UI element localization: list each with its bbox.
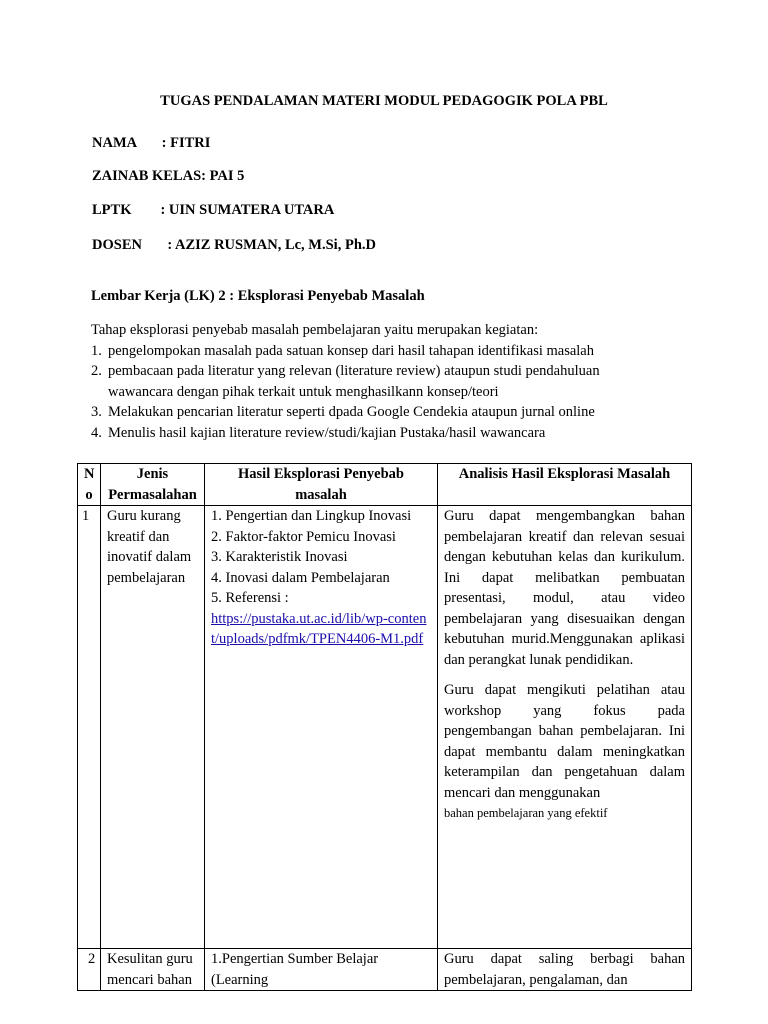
- student-lptk: LPTK : UIN SUMATERA UTARA: [92, 202, 335, 218]
- row-number: 2: [78, 949, 101, 991]
- row-number: 1: [78, 506, 101, 949]
- exploration-table: [77, 463, 692, 991]
- document-title: TUGAS PENDALAMAN MATERI MODUL PEDAGOGIK POLA PBL: [160, 93, 608, 109]
- exploration-item: 1. Pengertian dan Lingkup Inovasi: [211, 508, 412, 524]
- exploration-cell: 1.Pengertian Sumber Belajar (Learning: [205, 949, 438, 991]
- problem-cell: Kesulitan guru mencari bahan: [101, 949, 205, 991]
- exploration-item: 3. Karakteristik Inovasi: [211, 549, 348, 565]
- header-hasil: Hasil Eksplorasi Penyebab masalah: [205, 464, 438, 506]
- intro-text: Tahap eksplorasi penyebab masalah pembelajaran yaitu merupakan kegiatan:: [91, 322, 539, 338]
- analysis-paragraph-tail: bahan pembelajaran yang efektif: [444, 806, 608, 820]
- header-analisis: Analisis Hasil Eksplorasi Masalah: [438, 464, 692, 506]
- step-item: 4. Menulis hasil kajian literature review/studi/kajian Pustaka/hasil wawancara: [91, 424, 546, 441]
- lecturer-name: DOSEN : AZIZ RUSMAN, Lc, M.Si, Ph.D: [92, 237, 376, 253]
- header-jenis: Jenis Permasalahan: [101, 464, 205, 506]
- step-item: 1. pengelompokan masalah pada satuan konsep dari hasil tahapan identifikasi masalah: [91, 342, 594, 359]
- step-item: 3. Melakukan pencarian literatur seperti dpada Google Cendekia ataupun jurnal online: [91, 404, 595, 420]
- table-row: [78, 506, 692, 949]
- worksheet-heading: Lembar Kerja (LK) 2 : Eksplorasi Penyebab Masalah: [91, 288, 425, 304]
- analysis-cell: Guru dapat saling berbagi bahan pembelajaran, pengalaman, dan: [438, 949, 692, 991]
- intro-section: [91, 320, 731, 443]
- student-class: ZAINAB KELAS: PAI 5: [92, 168, 245, 184]
- problem-cell: Guru kurang kreatif dan inovatif dalam pembelajaran: [101, 506, 205, 949]
- exploration-cell: [205, 506, 438, 949]
- exploration-item: 4. Inovasi dalam Pembelajaran: [211, 569, 390, 586]
- step-item: 2. pembacaan pada literatur yang relevan (literature review) ataupun studi pendahuluan wawancara dengan pihak terkait untuk menghasilkann konsep/teori: [91, 363, 600, 400]
- analysis-paragraph: Guru dapat mengikuti pelatihan atau workshop yang fokus pada pengembangan bahan pembelajaran. Ini dapat membantu dalam meningkatkan keterampilan dan pengetahuan dalam mencari dan menggunakan: [444, 682, 685, 801]
- analysis-paragraph: Guru dapat mengembangkan bahan pembelajaran kreatif dan relevan sesuai dengan kebutuhan kelas dan kurikulum. Ini dapat melibatkan pembuatan presentasi, modul, atau video pembelajaran yang disesuaikan dengan kebutuhan murid.Menggunakan aplikasi dan perangkat lunak pendidikan.: [444, 508, 685, 668]
- header-no: N o: [78, 464, 101, 506]
- exploration-item: 2. Faktor-faktor Pemicu Inovasi: [211, 528, 396, 545]
- table-row: [78, 949, 692, 991]
- table-header-row: [78, 464, 692, 506]
- exploration-item: 5. Referensi :: [211, 590, 289, 606]
- reference-link[interactable]: https://pustaka.ut.ac.id/lib/wp-content/uploads/pdfmk/TPEN4406-M1.pdf: [211, 610, 427, 647]
- analysis-cell: [438, 506, 692, 949]
- steps-list: [91, 341, 731, 444]
- student-name: NAMA : FITRI: [92, 135, 211, 151]
